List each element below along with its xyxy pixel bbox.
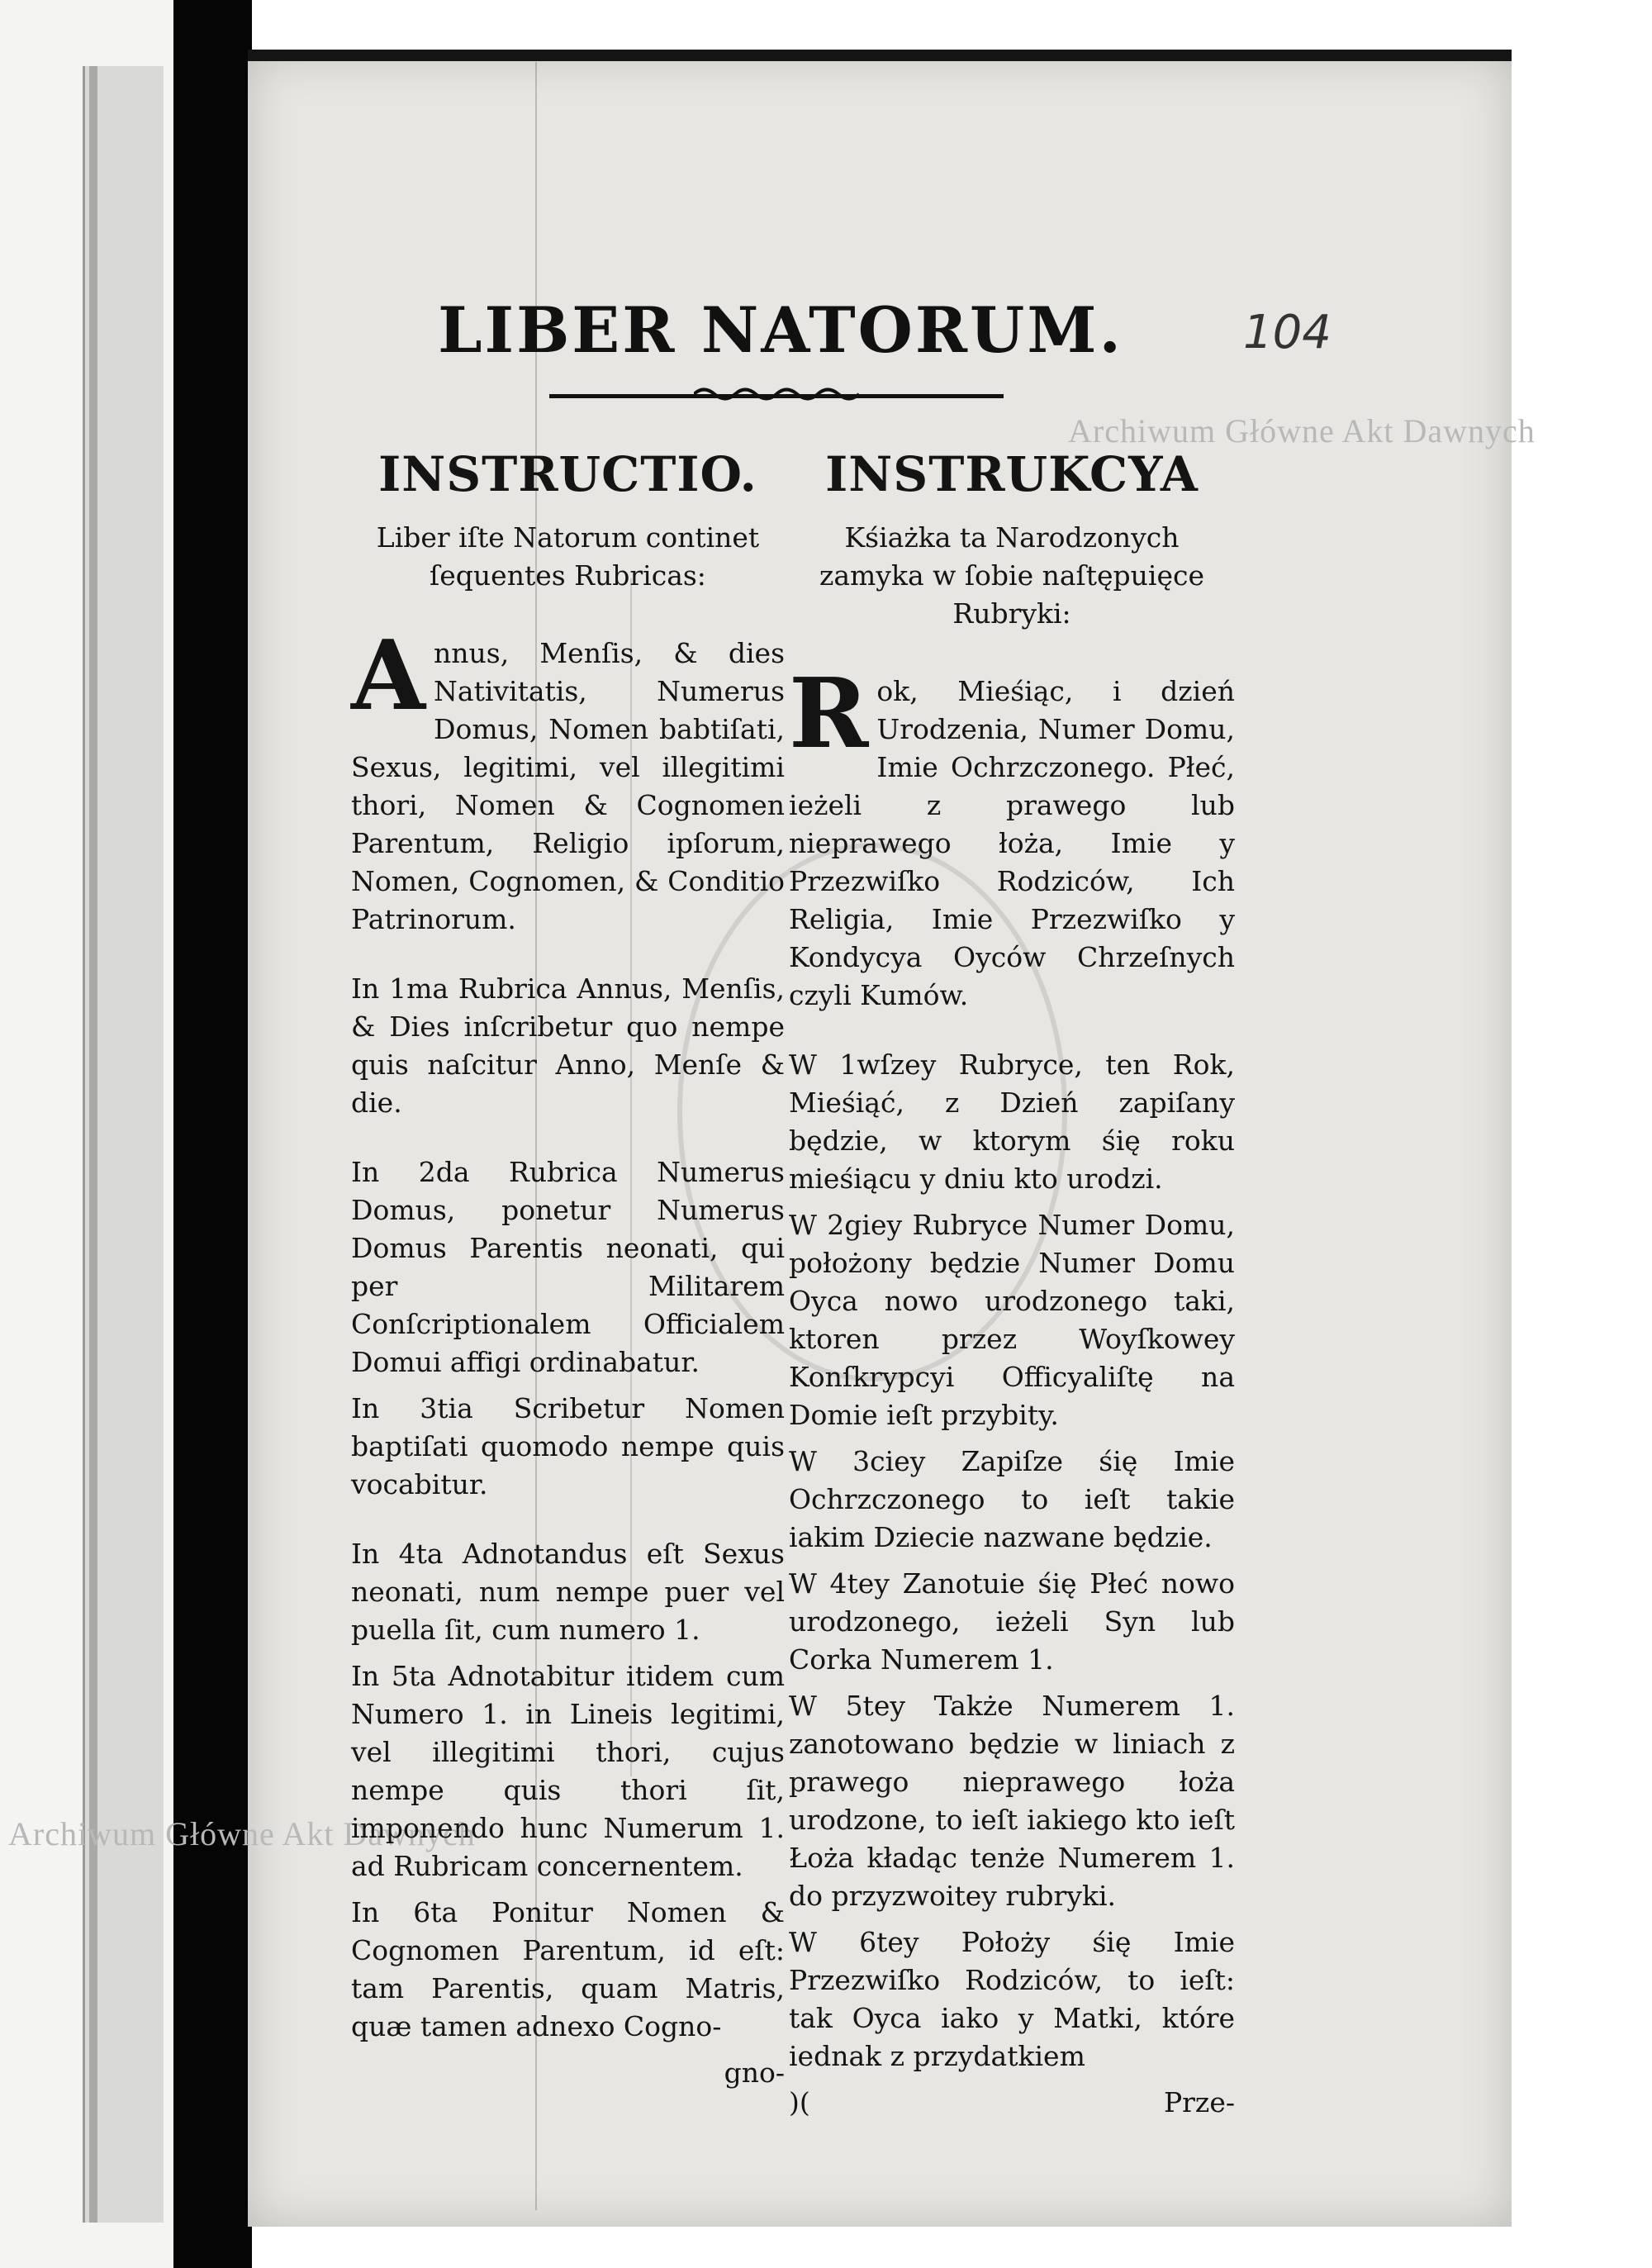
gutter-shadow xyxy=(173,0,252,2268)
latin-intro: Liber iſte Natorum continet ſequentes Rubricas: xyxy=(376,521,760,592)
signature-mark: )( xyxy=(789,2086,810,2118)
latin-paragraph-4: In 3tia Scribetur Nomen baptiſati quomodo nempe quis vocabitur. xyxy=(351,1392,785,1500)
watermark-top: Archiwum Główne Akt Dawnych xyxy=(1068,412,1536,449)
latin-paragraph-2: In 1ma Rubrica Annus, Menſis, & Dies inſcribetur quo nempe quis naſcitur Anno, Menſe & die. xyxy=(351,972,785,1119)
spine-edge xyxy=(89,66,97,2223)
latin-paragraph-1: Annus, Menſis, & dies Nativitatis, Numerus Domus, Nomen babtiſati, Sexus, legitimi, vel illegitimi thori, Nomen & Cognomen Parentum, Religio ipſorum, Nomen, Cognomen, & Conditio Patrinorum. xyxy=(351,620,785,935)
latin-paragraph-5: In 4ta Adnotandus eſt Sexus neonati, num nempe puer vel puella ſit, cum numero 1. xyxy=(351,1538,785,1646)
polish-paragraph-5: W 4tey Zanotuie śię Płeć nowo urodzonego, ieżeli Syn lub Corka Numerem 1. xyxy=(789,1567,1235,1676)
latin-column xyxy=(351,446,785,2092)
polish-intro: Kśiażka ta Narodzonych zamyka w ſobie naſtępuięce Rubryki: xyxy=(819,521,1205,630)
latin-paragraph-3: In 2da Rubrica Numerus Domus, ponetur Numerus Domus Parentis neonati, qui per Militarem Conſcriptionalem Officialem Domui affigi ordinabatur. xyxy=(351,1156,785,1378)
polish-column xyxy=(789,446,1235,2122)
polish-catchword-row xyxy=(789,2084,1235,2122)
polish-catchword: Prze- xyxy=(1163,2086,1235,2118)
paper-top-edge xyxy=(248,50,1512,61)
ornamental-rule-wave xyxy=(694,385,859,403)
latin-paragraph-7: In 6ta Ponitur Nomen & Cognomen Parentum, id eſt: tam Parentis, quam Matris, quæ tamen adnexo Cogno- xyxy=(351,1896,785,2042)
polish-heading: INSTRUKCYA xyxy=(825,446,1199,502)
latin-catchword-row xyxy=(351,2054,785,2092)
handwritten-page-number: 104 xyxy=(1243,306,1332,359)
polish-paragraph-1: Rok, Mieśiąc, i dzień Urodzenia, Numer Domu, Imie Ochrzczonego. Płeć, ieżeli z prawego lub nieprawego łoża, Imie y Przezwiſko Rodziców, Ich Religia, Imie Przezwiſko y Kondycya Oyców Chrzeſnych czyli Kumów. xyxy=(789,658,1235,1011)
polish-paragraph-3: W 2giey Rubryce Numer Domu, położony będzie Numer Domu Oyca nowo urodzonego taki, ktoren przez Woyſkowey Konſkrypcyi Officyaliſtę na Domie ieſt przybity. xyxy=(789,1209,1235,1431)
polish-paragraph-7: W 6tey Położy śię Imie Przezwiſko Rodziców, to ieſt: tak Oyca iako y Matki, które iednak z przydatkiem xyxy=(789,1926,1235,2072)
latin-paragraph-6: In 5ta Adnotabitur itidem cum Numero 1. in Lineis legitimi, vel illegitimi thori, cujus nempe quis thori ſit, imponendo hunc Numerum 1. ad Rubricam concernentem. xyxy=(351,1660,785,1882)
watermark-bottom: Archiwum Główne Akt Dawnych xyxy=(8,1815,476,1852)
latin-heading: INSTRUCTIO. xyxy=(378,446,757,502)
polish-paragraph-6: W 5tey Także Numerem 1. zanotowano będzie w liniach z prawego nieprawego łoża urodzone, to ieſt iakiego kto ieſt Łoża kładąc tenże Numerem 1. do przyzwoitey rubryki. xyxy=(789,1690,1235,1912)
polish-paragraph-2: W 1wſzey Rubryce, ten Rok, Mieśiąć, z Dzień zapiſany będzie, w ktorym śię roku mieśiącu y dniu kto urodzi. xyxy=(789,1048,1235,1195)
page-title: LIBER NATORUM. xyxy=(438,293,1123,367)
polish-paragraph-4: W 3ciey Zapiſze śię Imie Ochrzczonego to ieſt takie iakim Dziecie nazwane będzie. xyxy=(789,1445,1235,1553)
latin-catchword: gno- xyxy=(724,2056,785,2089)
